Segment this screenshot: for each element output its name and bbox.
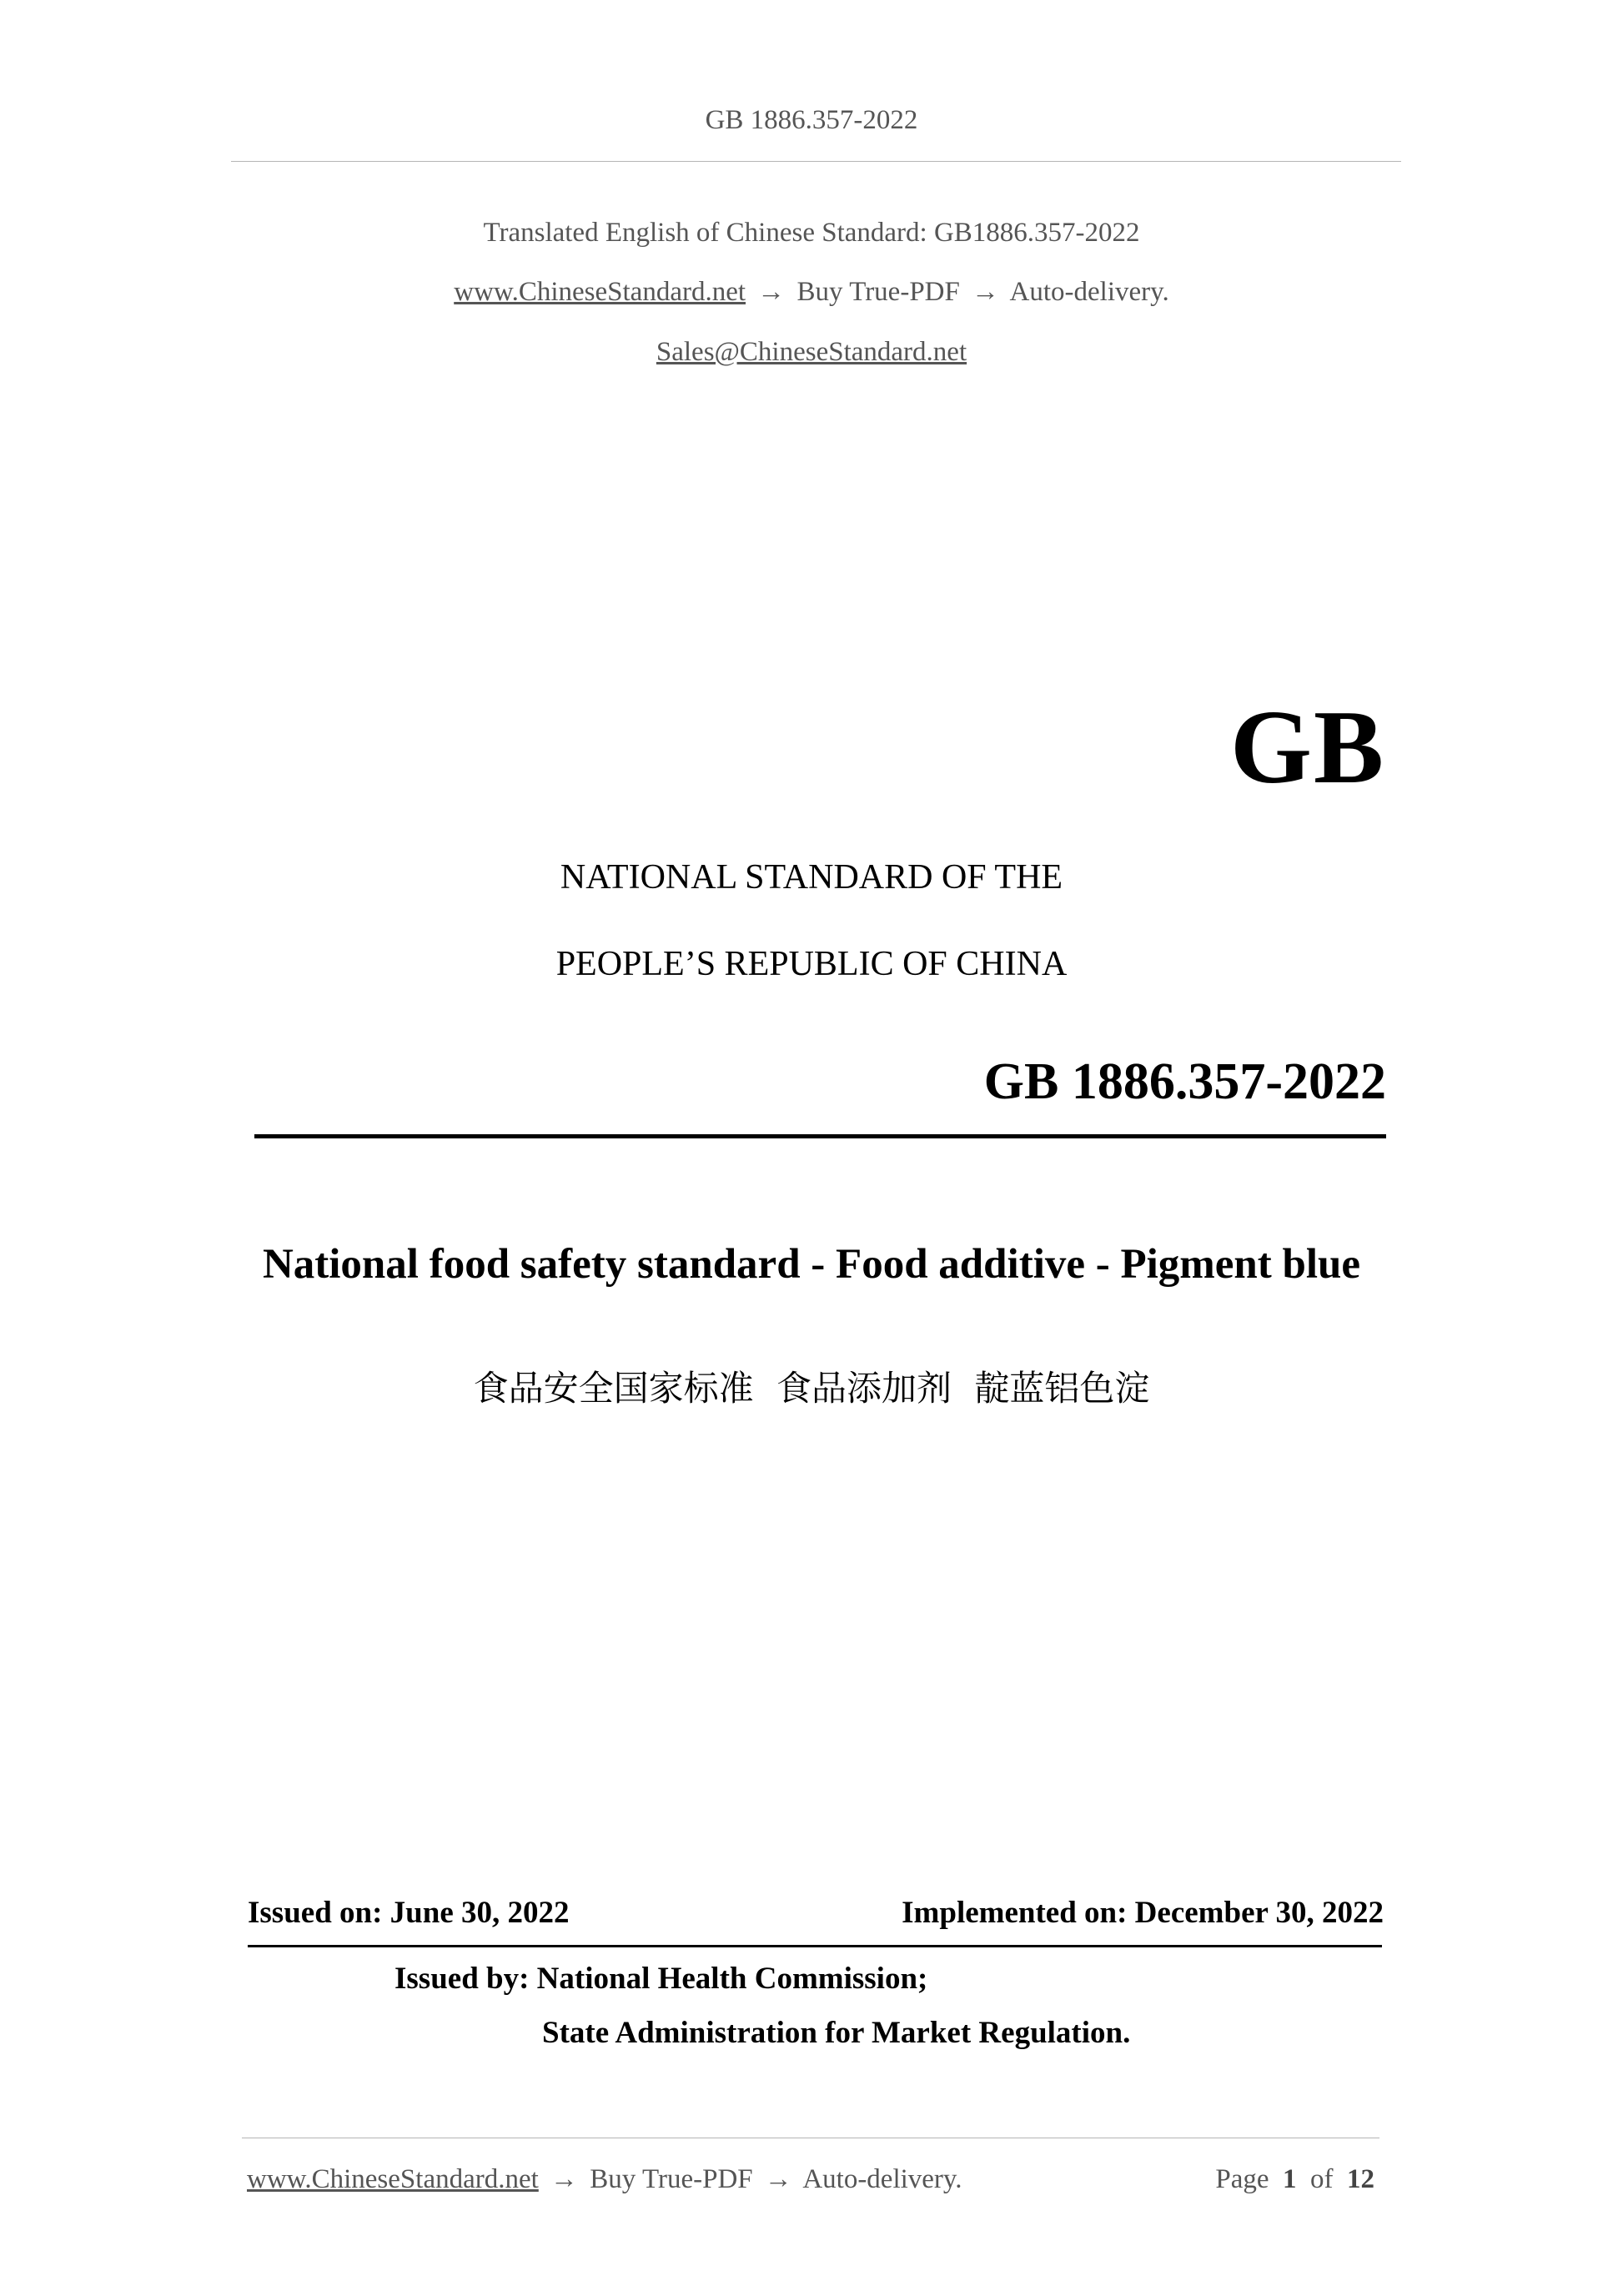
website-link[interactable]: www.ChineseStandard.net	[454, 277, 746, 307]
purchase-notice	[0, 277, 1623, 308]
issued-on-date: Issued on: June 30, 2022	[248, 1896, 570, 1930]
title-divider	[254, 1134, 1386, 1138]
gb-mark: GB	[1229, 690, 1385, 806]
header-divider	[231, 161, 1401, 162]
national-standard-line: NATIONAL STANDARD OF THE	[560, 858, 1063, 897]
footer-delivery-text: Auto-delivery.	[802, 2164, 962, 2194]
footer-website-link[interactable]: www.ChineseStandard.net	[247, 2164, 539, 2194]
page-number: 1	[1283, 2164, 1297, 2194]
email-line	[0, 337, 1623, 368]
translation-notice: Translated English of Chinese Standard: GB1886.357-2022	[483, 218, 1140, 248]
arrow-right-icon: →	[757, 277, 786, 307]
arrow-right-icon: →	[764, 2164, 792, 2194]
footer-buy-text: Buy True-PDF	[590, 2164, 753, 2194]
delivery-text: Auto-delivery.	[1009, 277, 1169, 307]
footer-purchase-notice	[247, 2164, 962, 2195]
document-title: National food safety standard - Food additive - Pigment blue	[262, 1241, 1361, 1288]
arrow-right-icon: →	[550, 2164, 579, 2194]
page-indicator	[1215, 2164, 1374, 2195]
standard-number: GB 1886.357-2022	[983, 1053, 1386, 1110]
buy-text: Buy True-PDF	[796, 277, 960, 307]
republic-line: PEOPLE’S REPUBLIC OF CHINA	[555, 945, 1068, 983]
email-link[interactable]: Sales@ChineseStandard.net	[656, 337, 967, 367]
of-label: of	[1310, 2164, 1334, 2194]
document-title-chinese: 食品安全国家标准 食品添加剂 靛蓝铝色淀	[473, 1368, 1150, 1409]
running-header: GB 1886.357-2022	[705, 105, 918, 135]
issued-by-second: State Administration for Market Regulation.	[542, 2016, 1131, 2050]
arrow-right-icon: →	[972, 277, 1000, 307]
implemented-on-date: Implemented on: December 30, 2022	[902, 1896, 1384, 1930]
page-total: 12	[1347, 2164, 1374, 2194]
issued-by: Issued by: National Health Commission;	[394, 1962, 928, 1996]
page-label: Page	[1215, 2164, 1269, 2194]
issue-divider	[248, 1945, 1382, 1947]
